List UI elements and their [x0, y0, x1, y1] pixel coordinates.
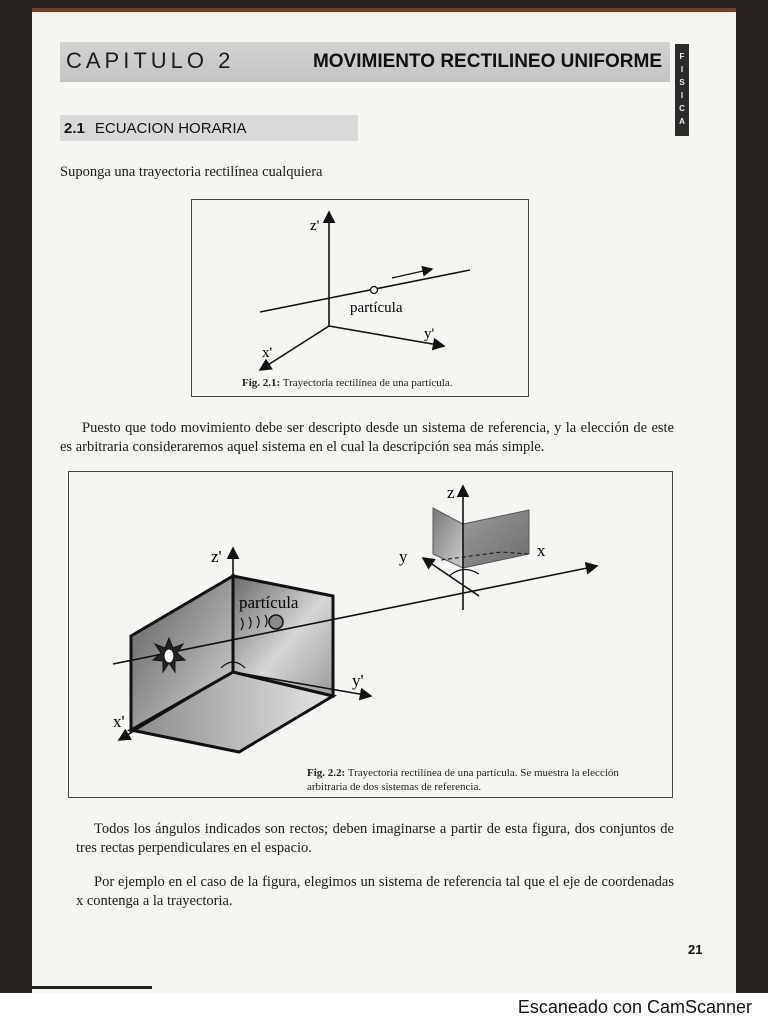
section-heading — [64, 120, 247, 137]
figure-2-1-caption-text: Trayectoria rectilínea de una partícula. — [282, 377, 453, 389]
figure-2-1-drawing — [192, 200, 528, 396]
figure-2-1 — [191, 199, 529, 397]
figure-2-2-caption — [307, 766, 647, 794]
document-page — [32, 8, 736, 993]
page-number: 21 — [688, 942, 703, 957]
fig1-y-label: y' — [424, 326, 435, 342]
chapter-title: MOVIMIENTO RECTILINEO UNIFORME — [312, 51, 662, 72]
scanner-watermark-bar — [0, 993, 768, 1024]
paragraph-right-angles: Todos los ángulos indicados son rectos; deben imaginarse a partir de esta figura, dos conjuntos de tres rectas perpendiculares en el espacio. — [76, 821, 674, 856]
side-tab-letter: A — [679, 117, 685, 126]
fig2-z-label: z — [447, 483, 455, 502]
bottom-rule — [32, 986, 152, 989]
fig2-x-prime-label: x' — [113, 712, 125, 731]
figure-2-2-caption-text: Trayectoria rectilínea de una partícula. Se muestra la elección arbitraria de dos sistemas de referencia. — [307, 767, 619, 793]
figure-2-2-caption-label: Fig. 2.2: — [307, 767, 346, 779]
paragraph-example: Por ejemplo en el caso de la figura, elegimos un sistema de referencia tal que el eje de coordenadas x contenga a la trayectoria. — [76, 874, 674, 909]
side-tab-fisica — [675, 44, 689, 136]
fig1-z-label: z' — [310, 218, 320, 234]
fig2-x-label: x — [537, 541, 546, 560]
section-heading-bar — [60, 115, 358, 141]
small-angle-mark — [449, 569, 479, 576]
top-binding-strip — [32, 8, 736, 12]
section-title: ECUACION HORARIA — [94, 120, 247, 137]
figure-2-1-caption-label: Fig. 2.1: — [242, 377, 281, 389]
side-tab-letter: I — [680, 91, 684, 100]
particle-point — [269, 615, 283, 629]
section-number: 2.1 — [64, 120, 85, 137]
fig2-particle-label: partícula — [239, 593, 299, 612]
fig2-y-prime-label: y' — [352, 671, 364, 690]
fig1-particle-label: partícula — [350, 300, 403, 316]
paragraph-intro: Suponga una trayectoria rectilínea cualquiera — [60, 164, 323, 180]
fig2-y-label: y — [399, 547, 408, 566]
figure-2-2-drawing — [69, 472, 672, 797]
fig1-x-label: x' — [262, 345, 273, 361]
side-tab-letter: C — [679, 104, 685, 113]
small-panel-right — [463, 510, 529, 568]
chapter-header-bar — [60, 42, 670, 82]
chapter-label: CAPITULO 2 — [66, 48, 235, 73]
direction-arrow — [392, 269, 432, 278]
figure-2-2 — [68, 471, 673, 798]
side-tab-letter: F — [679, 52, 685, 61]
fig2-z-prime-label: z' — [211, 547, 222, 566]
observer-eye — [164, 649, 174, 663]
particle-point — [371, 287, 378, 294]
figure-2-1-caption — [242, 376, 522, 390]
side-tab-letter: I — [680, 65, 684, 74]
paragraph-reference-system: Puesto que todo movimiento debe ser descripto desde un sistema de referencia, y la elección de este es arbitraria consideraremos aquel sistema en el cual la descripción sea más simple. — [60, 420, 674, 455]
side-tab-letter: S — [679, 78, 685, 87]
scanner-watermark-text: Escaneado con CamScanner — [517, 997, 752, 1017]
